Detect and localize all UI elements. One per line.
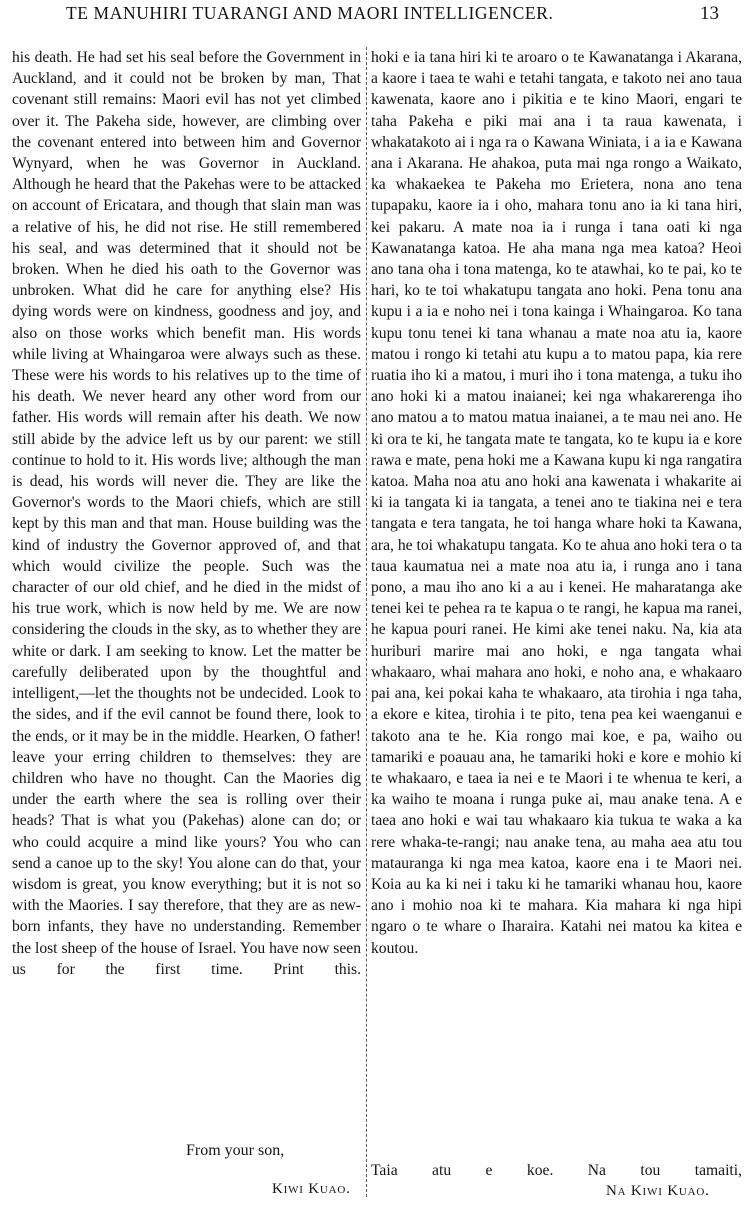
english-signature: Kiwi Kuao.	[272, 1181, 351, 1197]
maori-body-text: hoki e ia tana hiri ki te aroaro o te Kawanatanga i Akarana, a kaore i taea te wahi e tetahi tangata, e takoto nei ano taua kawenata, kaore ano i pikitia e te kino Maori, engari te taha Pakeha e piki mai ana i ta raua kawenata, i whakatakoto ai i nga ra o Kawana Winiata, i a ia e Kawana ana i Akarana. He ahakoa, puta mai nga rongo a Waikato, ka whakaekea te Pakeha mo Erietera, nona ano tena tupapaku, kaore ia i oho, mahara tonu ano ia ki tana hiri, kei pakaru. A mate noa ia i runga i tana oati ki nga Kawanatanga katoa. He aha mana nga mea katoa? Heoi ano tana oha i tona matenga, ko te atawhai, ko te pai, ko te hari, ko te toi whakatupu tangata ano hoki. Pena tonu ana kupu i a ia e noho nei i tona kainga i Whaingaroa. Ko tana kupu tonu tenei ki tana whanau a mate noa atu ia, kaore matou i rongo ki tetahi atu kupu a to matou papa, kia rere ruatia iho ki a matou, i muri iho i tona matenga, a tuku iho ano hoki ki a matou inaianei; kei nga whakarerenga iho ano matou a to matou matua inaianei, a te mau nei ano. He ki ora te ki, he tangata mate te tangata, ko te kupu ia e kore rawa e mate, pena hoki me a Kawana kupu ki nga rangatira katoa. Maha noa atu ano hoki ana kawenata i whakarite ai ki ia tangata ki ia tangata, a tenei ano te tiakina nei e tera tangata e tera tangata, he toi hanga whare hoki ta Kawana, ara, he toi whakatupu tangata. Ko te ahua ano hoki tera o ta taua kaumatua nei a mate noa atu ia, i runga ano i tana pono, a mau iho ano ki a au i kenei. He maharatanga ake tenei kei te pehea ra te kapua o te rangi, he kapua ma ranei, he kapua pouri ranei. He kimi ake tenei naku. Na, kia ata huriburi marire mai ano hoki, e nga tangata whai whakaaro, whai mahara ano hoki, e noho ana, e whakaaro pai ana, kei pokai kaha te whakaaro, ata tirohia i nga taha, a ekore e kitea, tirohia i te pito, tena pea kei waenganui e takoto ana te he. Kia rongo mai koe, e pa, waiho ou tamariki e poauau ana, he tamariki hoki e kore e mohio ki te whakaaro, e taea ia nei e te Maori i te whenua te keri, a ka waiho te moana i runga puke ai, mau anake tena. A e taea ano hoki e wai tau whakaaro kia tukua te waka a ka rere whaka-te-rangi; nau anake tena, au maha aea atu tou matauranga ki nga mea katoa, kaore ena i te Maori nei. Koia au ka ki nei i taku ki he tamariki whanau hou, kaore ano i mohio noa ki te mahara. Kia mahara ki nga hipi ngaro o te whare o Iharaira. Katahi nei matou ka kitea e koutou.	[371, 49, 742, 957]
english-signoff: From your son,	[186, 1142, 285, 1159]
page-number: 13	[700, 3, 719, 24]
maori-column	[371, 47, 742, 959]
column-divider	[366, 47, 367, 1197]
maori-closing-line: Taia atu e koe. Na tou tamaiti,	[371, 1162, 742, 1179]
running-title: TE MANUHIRI TUARANGI AND MAORI INTELLIGENCER.	[66, 3, 554, 23]
english-body-text: his death. He had set his seal before the Government in Auckland, and it could not be broken by man, That covenant still remains: Maori evil has not yet climbed over it. The Pakeha side, however, are climbing over the covenant entered into between him and Governor Wynyard, when he was Governor in Auckland. Although he heard that the Pakehas were to be attacked on account of Ericatara, and though that slain man was a relative of his, he did not rise. He still remembered his seal, and was determined that it should not be broken. When he died his oath to the Governor was unbroken. What did he care for anything else? His dying words were on kindness, goodness and joy, and also on those works which benefit man. His words while living at Whaingaroa were always such as these. These were his words to his relatives up to the time of his death. We never heard any other word from our father. His words will remain after his death. We now still abide by the advice left us by our parent: we still continue to hold to it. His words live; although the man is dead, his words will never die. They are like the Governor's words to the Maori chiefs, which are still kept by this man and that man. House building was the kind of industry the Governor approved of, and that which would civilize the people. Such was the character of our old chief, and he died in the midst of his true work, which is now held by me. We are now considering the clouds in the sky, as to whether they are white or dark. I am seeking to know. Let the matter be carefully deliberated upon by the thoughtful and intelligent,—let the thoughts not be undecided. Look to the sides, and if the evil cannot be found there, look to the ends, or it may be in the middle. Hearken, O father! leave your erring children to themselves: they are children who have no thought. Can the Maories dig under the earth where the sea is rolling over their heads? That is what you (Pakehas) alone can do; or who could acquire a mind like yours? You who can send a canoe up to the sky! You alone can do that, your wisdom is great, you know everything; but it is not so with the Maories. I say therefore, that they are as new-born infants, they have no understanding. Remember the lost sheep of the house of Israel. You have now seen us for the first time. Print this.	[12, 49, 361, 978]
page-header	[0, 3, 756, 33]
english-column	[12, 47, 361, 980]
maori-signature: Na Kiwi Kuao.	[606, 1183, 710, 1199]
